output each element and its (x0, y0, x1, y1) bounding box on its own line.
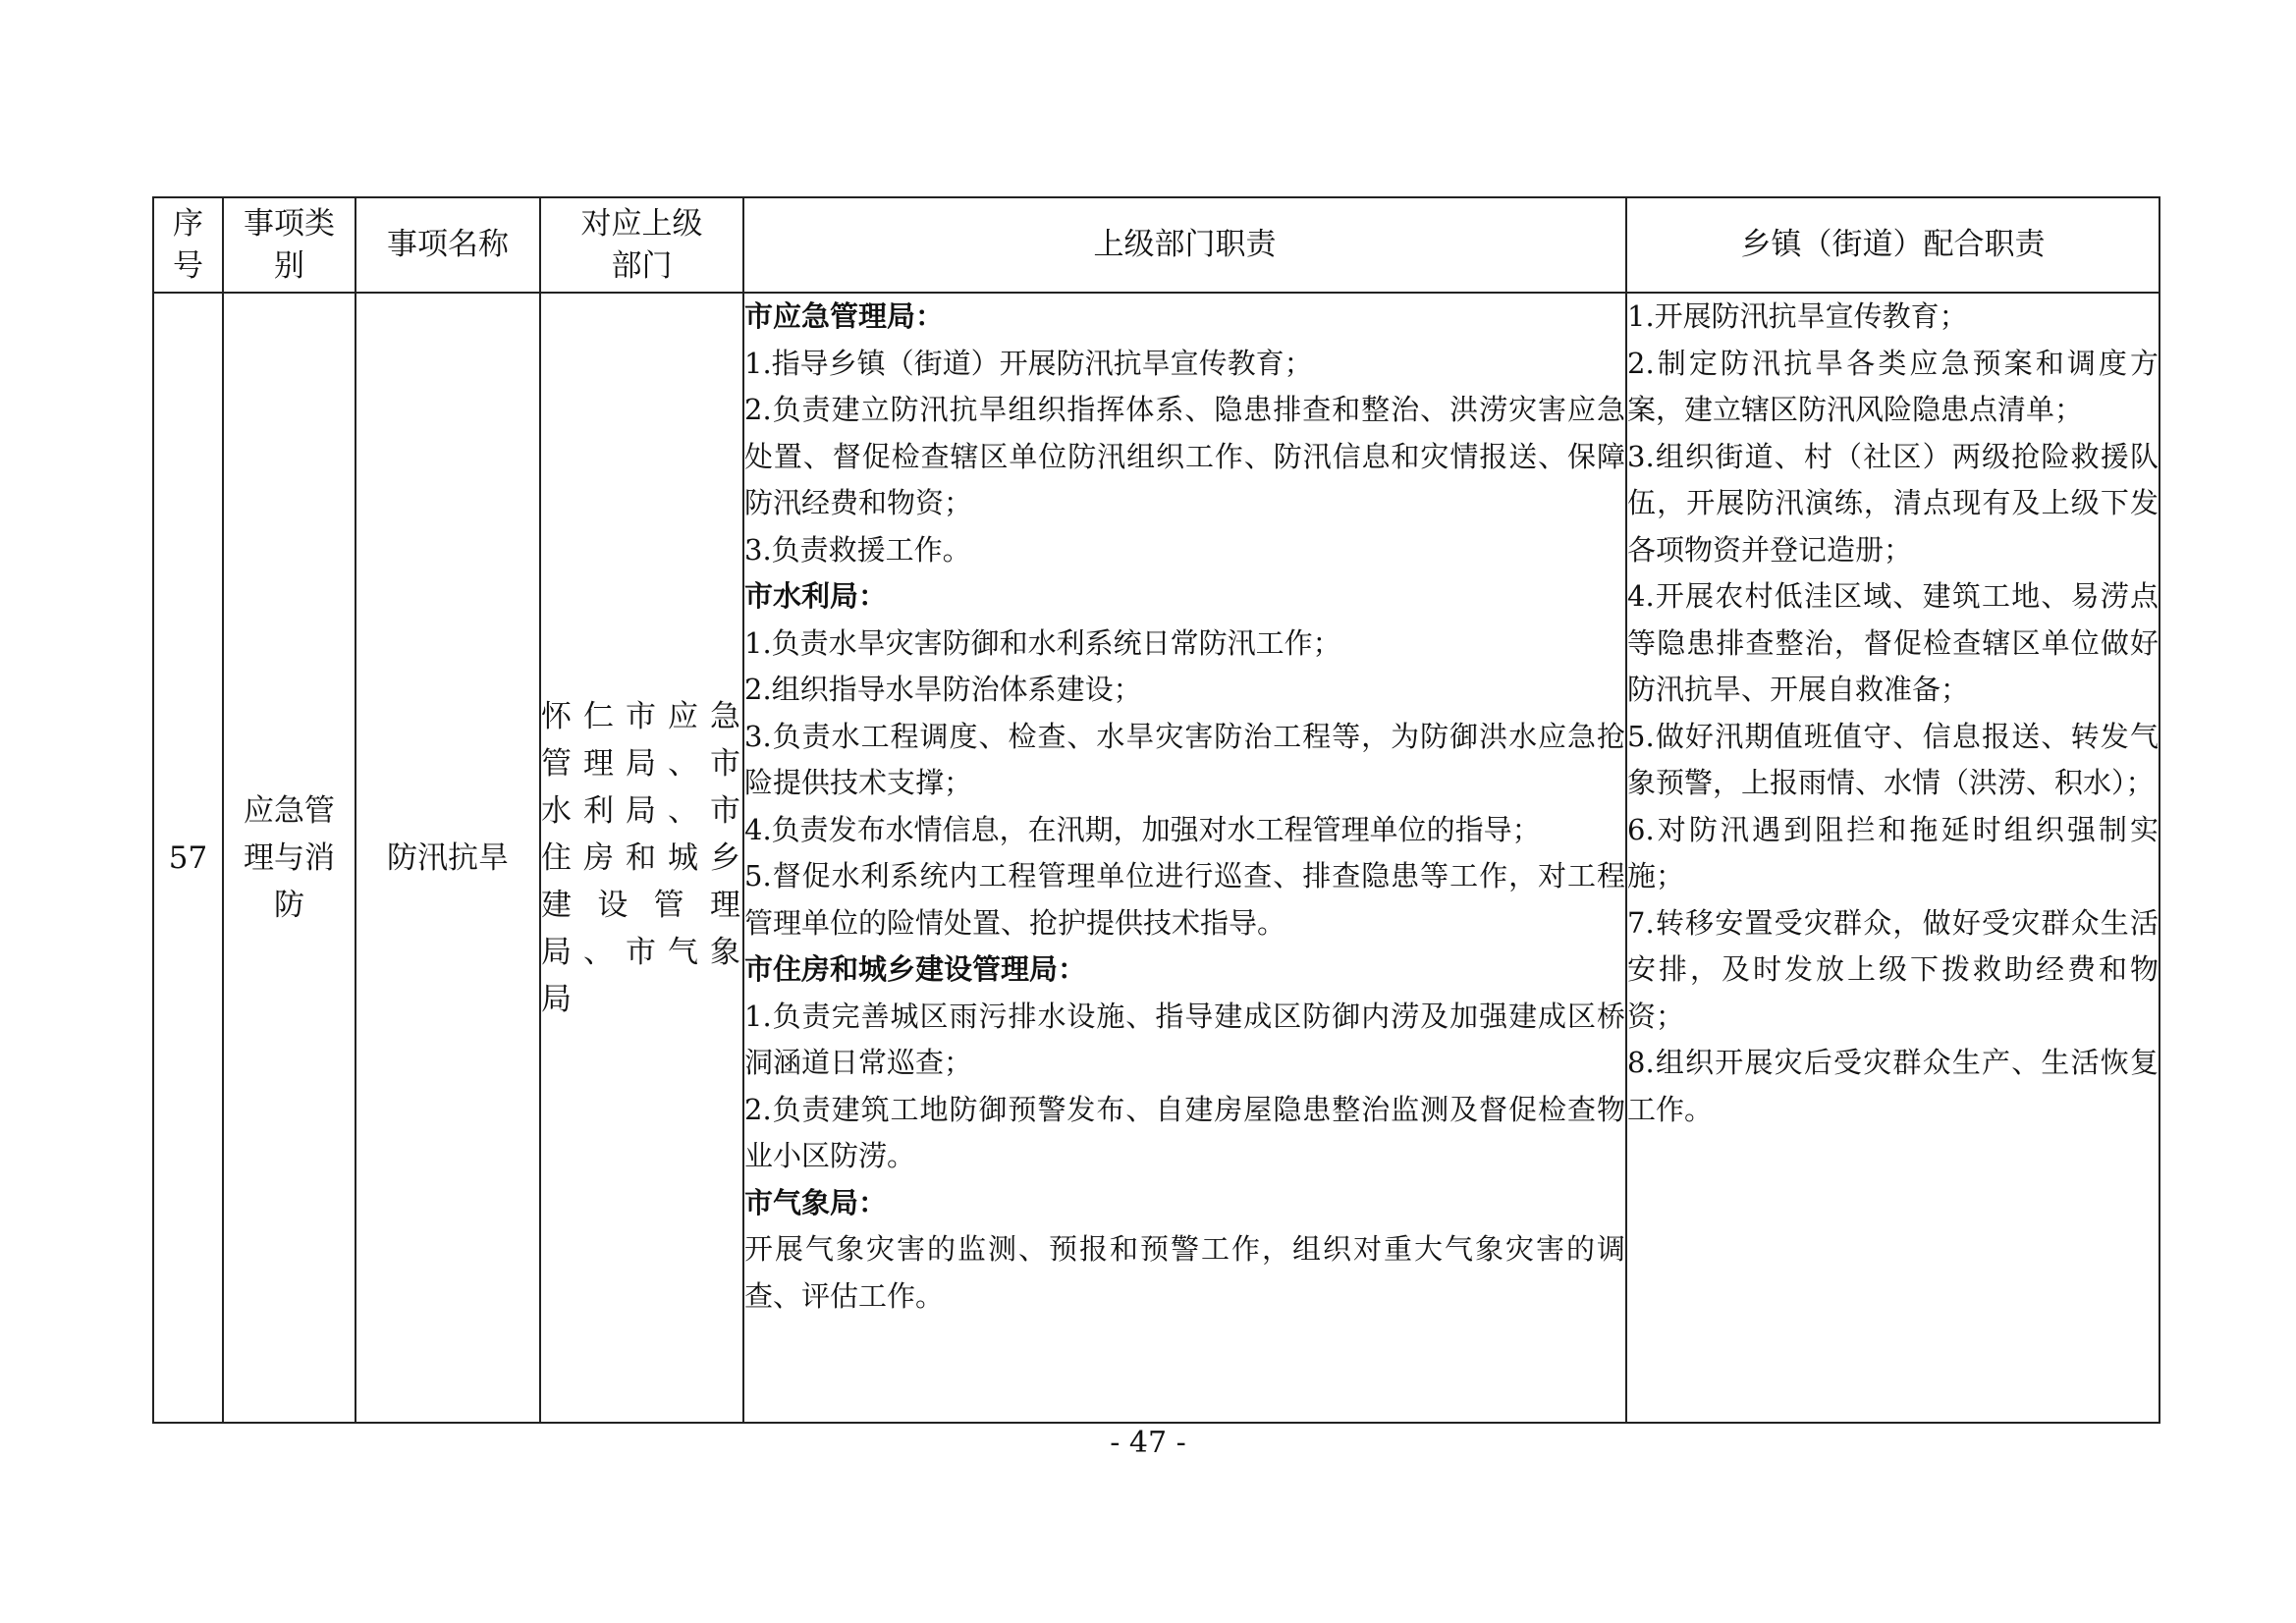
header-category: 事项类别 (223, 197, 355, 293)
dept-line: 水利局、市 (541, 792, 742, 829)
coop-item: 6.对防汛遇到阻拦和拖延时组织强制实施； (1627, 812, 2159, 893)
table-header-row (153, 197, 2159, 293)
coop-item: 1.开展防汛抗旱宣传教育； (1627, 299, 1968, 333)
dept-line: 局 (541, 981, 574, 1017)
duty-item: 4.负责发布水情信息，在汛期，加强对水工程管理单位的指导； (744, 812, 1541, 846)
row-name: 防汛抗旱 (355, 293, 540, 1423)
header-name: 事项名称 (355, 197, 540, 293)
duty-item: 3.负责水工程调度、检查、水旱灾害防治工程等，为防御洪水应急抢险提供技术支撑； (744, 719, 1625, 799)
coop-item: 3.组织街道、村（社区）两级抢险救援队伍，开展防汛演练，清点现有及上级下发各项物资并登记造册； (1627, 439, 2159, 567)
header-seq: 序号 (153, 197, 223, 293)
row-seq: 57 (153, 293, 223, 1423)
dept-line: 局、市气象 (541, 934, 742, 970)
duty-item: 2.负责建筑工地防御预警发布、自建房屋隐患整治监测及督促检查物业小区防涝。 (744, 1092, 1625, 1172)
duty-item: 开展气象灾害的监测、预报和预警工作，组织对重大气象灾害的调查、评估工作。 (744, 1232, 1625, 1313)
header-coop: 乡镇（街道）配合职责 (1626, 197, 2159, 293)
header-duty: 上级部门职责 (743, 197, 1626, 293)
duty-table (152, 196, 2160, 1424)
duty-item: 2.组织指导水旱防治体系建设； (744, 673, 1142, 706)
row-coop (1626, 293, 2159, 1423)
duty-item: 1.指导乡镇（街道）开展防汛抗旱宣传教育； (744, 346, 1313, 380)
duty-item: 5.督促水利系统内工程管理单位进行巡查、排查隐患等工作，对工程管理单位的险情处置、抢护提供技术指导。 (744, 859, 1625, 940)
row-category: 应急管理与消防 (223, 293, 355, 1423)
dept-line: 住房和城乡 (541, 839, 742, 876)
dept-line: 怀仁市应急 (541, 698, 742, 734)
coop-item: 7.转移安置受灾群众，做好受灾群众生活安排，及时发放上级下拨救助经费和物资； (1627, 905, 2159, 1033)
duty-section-heading: 市住房和城乡建设管理局： (744, 952, 1087, 986)
duty-section-heading: 市应急管理局： (744, 299, 945, 333)
duty-item: 3.负责救援工作。 (744, 532, 971, 567)
table-row (153, 293, 2159, 1423)
coop-item: 8.组织开展灾后受灾群众生产、生活恢复工作。 (1627, 1046, 2159, 1126)
coop-item: 2.制定防汛抗旱各类应急预案和调度方案，建立辖区防汛风险隐患点清单； (1627, 346, 2159, 426)
duty-item: 2.负责建立防汛抗旱组织指挥体系、隐患排查和整治、洪涝灾害应急处置、督促检查辖区单位防汛组织工作、防汛信息和灾情报送、保障防汛经费和物资； (744, 393, 1625, 519)
dept-line: 建设管理 (541, 887, 742, 923)
header-dept: 对应上级部门 (540, 197, 743, 293)
row-duty (743, 293, 1626, 1423)
duty-item: 1.负责完善城区雨污排水设施、指导建成区防御内涝及加强建成区桥洞涵道日常巡查； (744, 999, 1625, 1079)
row-dept (540, 293, 743, 1423)
duty-section-heading: 市气象局： (744, 1185, 888, 1219)
dept-line: 管理局、市 (541, 745, 742, 782)
duty-item: 1.负责水旱灾害防御和水利系统日常防汛工作； (744, 625, 1341, 660)
duty-section-heading: 市水利局： (744, 579, 888, 613)
page-number: - 47 - (1110, 1426, 1186, 1460)
coop-item: 5.做好汛期值班值守、信息报送、转发气象预警，上报雨情、水情（洪涝、积水）； (1627, 719, 2159, 799)
coop-item: 4.开展农村低洼区域、建筑工地、易涝点等隐患排查整治，督促检查辖区单位做好防汛抗旱、开展自救准备； (1627, 579, 2159, 706)
